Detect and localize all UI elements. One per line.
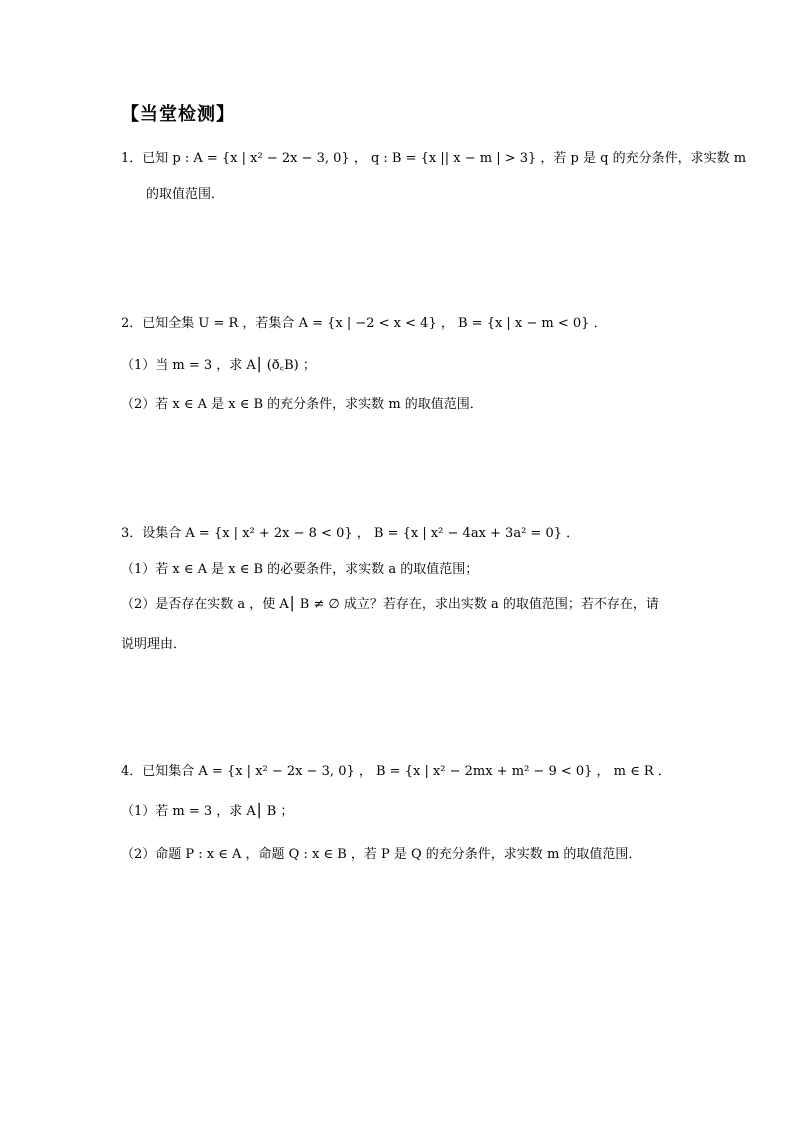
problem-4-line-3: （2）命题 P : x ∈ A ，命题 Q : x ∈ B ，若 P 是 Q 的充分条件，求实数 m 的取值范围．: [121, 847, 642, 862]
problem-2-line-1: 2．已知全集 U = R ，若集合 A = {x | −2 < x < 4} ， B = {x | x − m < 0} ．: [121, 316, 607, 331]
problem-3-line-3: （2）是否存在实数 a ，使 A⎮ B ≠ ∅ 成立？若存在，求出实数 a 的取值范围；若不存在，请: [121, 597, 659, 612]
problem-1-line-1: 1．已知 p : A = {x | x² − 2x − 3, 0} ， q : B = {x || x − m | > 3} ，若 p 是 q 的充分条件，求实数 m: [121, 151, 747, 166]
problem-2-line-3: （2）若 x ∈ A 是 x ∈ B 的充分条件，求实数 m 的取值范围．: [121, 397, 483, 412]
problem-4-line-1: 4．已知集合 A = {x | x² − 2x − 3, 0} ， B = {x | x² − 2mx + m² − 9 < 0} ， m ∈ R ．: [121, 764, 671, 779]
problem-3-line-4: 说明理由．: [121, 637, 187, 652]
problem-1-line-2: 的取值范围．: [146, 187, 225, 202]
problem-2-line-2: （1）当 m = 3 ，求 A⎮ (ð꜀B) ；: [121, 358, 316, 373]
problem-4-line-2: （1）若 m = 3 ，求 A⎮ B ；: [121, 804, 294, 819]
section-heading: 【当堂检测】: [121, 104, 235, 125]
problem-3-line-2: （1）若 x ∈ A 是 x ∈ B 的必要条件，求实数 a 的取值范围；: [121, 562, 479, 577]
problem-3-line-1: 3．设集合 A = {x | x² + 2x − 8 < 0} ， B = {x | x² − 4ax + 3a² = 0} ．: [121, 526, 580, 541]
